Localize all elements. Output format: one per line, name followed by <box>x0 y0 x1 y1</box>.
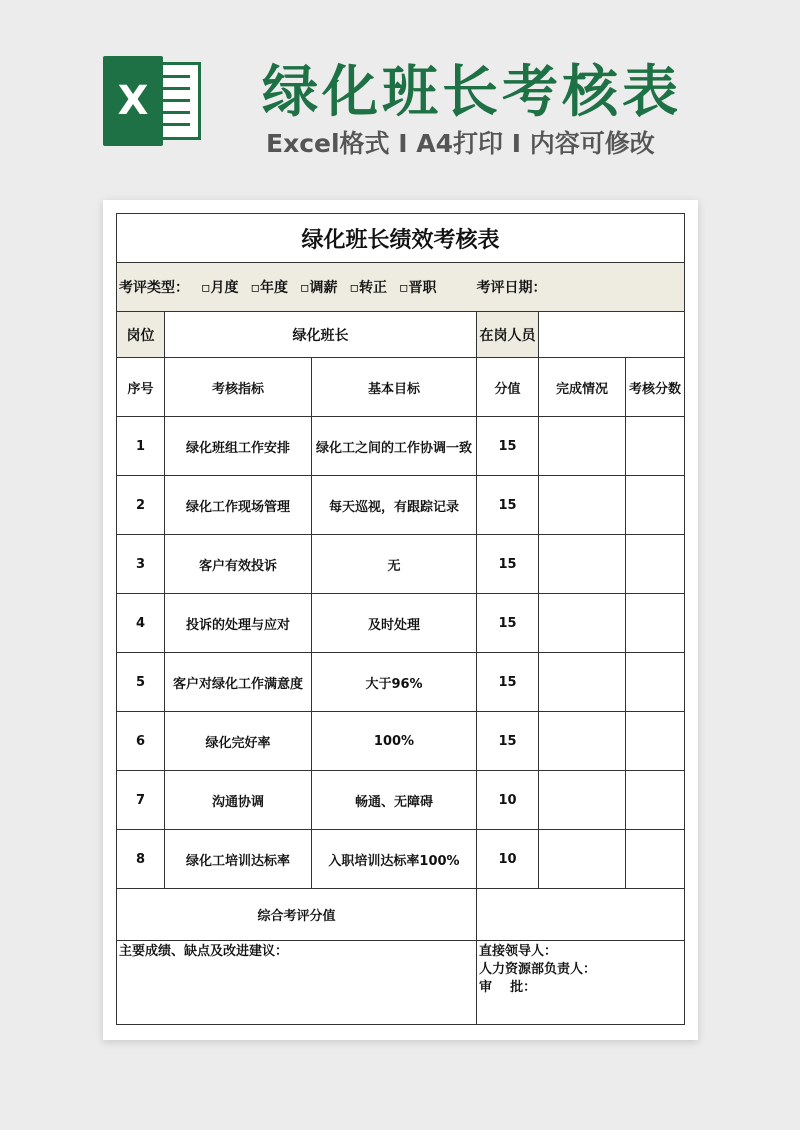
row-indicator: 客户有效投诉 <box>165 535 312 594</box>
header-completion: 完成情况 <box>539 358 626 417</box>
row-no: 4 <box>117 594 165 653</box>
signatures-cell[interactable] <box>477 941 685 1025</box>
total-label: 综合考评分值 <box>117 889 477 941</box>
row-score: 15 <box>477 476 539 535</box>
row-indicator: 绿化班组工作安排 <box>165 417 312 476</box>
row-completion-cell[interactable] <box>539 771 626 830</box>
row-target: 畅通、无障碍 <box>312 771 477 830</box>
header-score: 分值 <box>477 358 539 417</box>
evaluation-table <box>116 213 685 1025</box>
table-row <box>117 712 685 771</box>
post-value[interactable]: 绿化班长 <box>165 312 477 358</box>
row-assessment-cell[interactable] <box>626 535 685 594</box>
eval-type-label: 考评类型： <box>119 280 189 296</box>
row-no: 1 <box>117 417 165 476</box>
table-row <box>117 594 685 653</box>
row-score: 15 <box>477 653 539 712</box>
row-no: 8 <box>117 830 165 889</box>
row-score: 15 <box>477 712 539 771</box>
row-target: 绿化工之间的工作协调一致 <box>312 417 477 476</box>
row-score: 15 <box>477 594 539 653</box>
row-completion-cell[interactable] <box>539 594 626 653</box>
row-indicator: 投诉的处理与应对 <box>165 594 312 653</box>
header-no: 序号 <box>117 358 165 417</box>
row-target: 每天巡视，有跟踪记录 <box>312 476 477 535</box>
row-no: 5 <box>117 653 165 712</box>
header-target: 基本目标 <box>312 358 477 417</box>
staff-value[interactable] <box>539 312 685 358</box>
table-row <box>117 830 685 889</box>
table-row <box>117 417 685 476</box>
row-completion-cell[interactable] <box>539 417 626 476</box>
row-score: 10 <box>477 771 539 830</box>
banner-subtitle: Excel格式 I A4打印 I 内容可修改 <box>266 129 655 158</box>
banner <box>0 0 800 200</box>
eval-type-option[interactable]: ▫月度 <box>201 280 239 296</box>
row-assessment-cell[interactable] <box>626 830 685 889</box>
eval-type-option[interactable]: ▫晋职 <box>399 280 437 296</box>
row-indicator: 绿化工作现场管理 <box>165 476 312 535</box>
comments-cell[interactable] <box>117 941 477 1025</box>
excel-logo-letter: X <box>103 56 163 146</box>
row-completion-cell[interactable] <box>539 535 626 594</box>
total-value-cell[interactable] <box>477 889 685 941</box>
row-no: 2 <box>117 476 165 535</box>
excel-logo-icon <box>103 56 203 146</box>
row-assessment-cell[interactable] <box>626 594 685 653</box>
row-no: 6 <box>117 712 165 771</box>
row-target: 大于96% <box>312 653 477 712</box>
row-target: 100% <box>312 712 477 771</box>
eval-info-row <box>117 263 685 312</box>
row-no: 3 <box>117 535 165 594</box>
eval-type-option[interactable]: ▫转正 <box>349 280 387 296</box>
eval-date-label: 考评日期： <box>476 280 547 296</box>
banner-title: 绿化班长考核表 <box>262 60 682 125</box>
post-label: 岗位 <box>117 312 165 358</box>
comments-label: 主要成绩、缺点及改进建议： <box>119 944 289 959</box>
row-indicator: 沟通协调 <box>165 771 312 830</box>
supervisor-label: 直接领导人： <box>479 944 558 959</box>
table-row <box>117 476 685 535</box>
table-row <box>117 535 685 594</box>
row-target: 无 <box>312 535 477 594</box>
row-no: 7 <box>117 771 165 830</box>
eval-type-option[interactable]: ▫调薪 <box>300 280 338 296</box>
row-assessment-cell[interactable] <box>626 771 685 830</box>
row-target: 入职培训达标率100% <box>312 830 477 889</box>
row-assessment-cell[interactable] <box>626 653 685 712</box>
row-assessment-cell[interactable] <box>626 417 685 476</box>
row-assessment-cell[interactable] <box>626 476 685 535</box>
sheet-title: 绿化班长绩效考核表 <box>117 214 685 263</box>
row-indicator: 绿化工培训达标率 <box>165 830 312 889</box>
table-row <box>117 653 685 712</box>
approval-label: 审 批： <box>479 980 537 995</box>
row-assessment-cell[interactable] <box>626 712 685 771</box>
row-completion-cell[interactable] <box>539 476 626 535</box>
staff-label: 在岗人员 <box>477 312 539 358</box>
table-row <box>117 771 685 830</box>
row-indicator: 绿化完好率 <box>165 712 312 771</box>
header-assessment: 考核分数 <box>626 358 685 417</box>
row-completion-cell[interactable] <box>539 653 626 712</box>
row-target: 及时处理 <box>312 594 477 653</box>
row-completion-cell[interactable] <box>539 830 626 889</box>
hr-label: 人力资源部负责人： <box>479 962 597 977</box>
row-score: 15 <box>477 417 539 476</box>
row-score: 10 <box>477 830 539 889</box>
row-completion-cell[interactable] <box>539 712 626 771</box>
eval-type-option[interactable]: ▫年度 <box>250 280 288 296</box>
header-indicator: 考核指标 <box>165 358 312 417</box>
row-indicator: 客户对绿化工作满意度 <box>165 653 312 712</box>
row-score: 15 <box>477 535 539 594</box>
document-page <box>103 200 698 1040</box>
